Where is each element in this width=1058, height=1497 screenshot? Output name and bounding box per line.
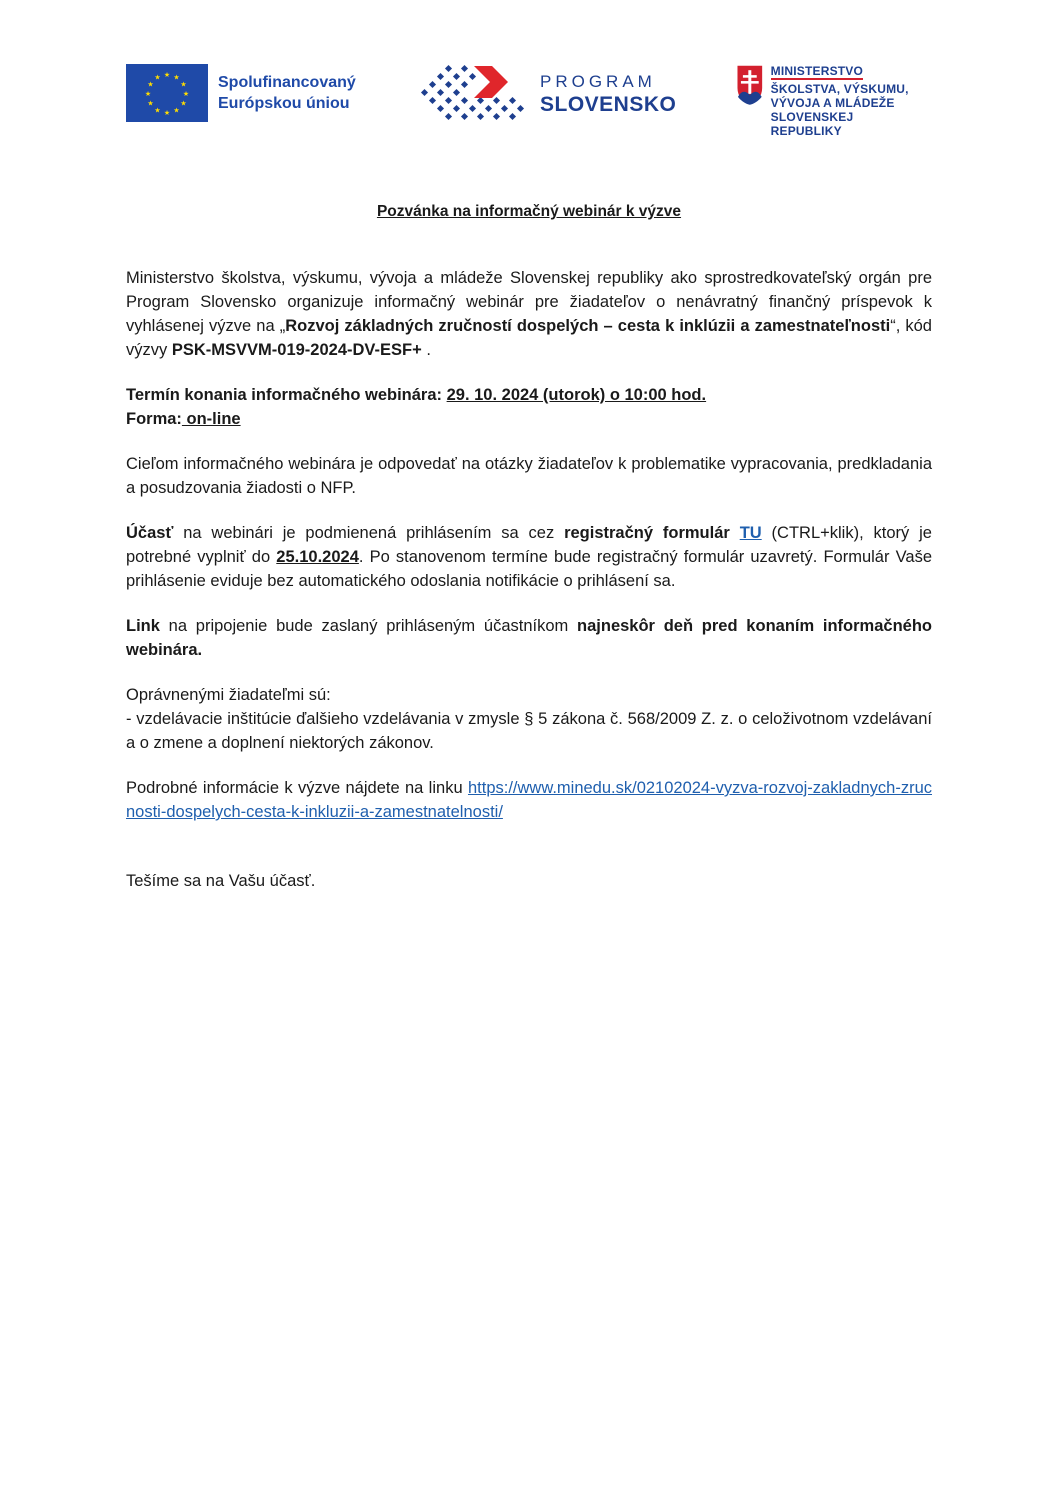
purpose-paragraph: Cieľom informačného webinára je odpovedať na otázky žiadateľov k problematike vypracovania, predkladania a posudzovania žiadosti o NFP. [126, 455, 932, 497]
slovak-coat-of-arms-icon [736, 64, 764, 106]
header-logos [126, 62, 926, 138]
ministry-logo-line3: VÝVOJA A MLÁDEŽE [770, 96, 895, 110]
eu-logo-line2: Európskou úniou [218, 95, 350, 112]
svg-text:★: ★ [180, 80, 187, 89]
link-info-paragraph [126, 614, 932, 662]
svg-text:★: ★ [173, 73, 180, 82]
program-slovensko-mark-icon [418, 62, 534, 126]
eu-flag-icon [126, 64, 208, 122]
details-url-link[interactable]: https://www.minedu.sk/02102024-vyzva-rozvoj-zakladnych-zrucnosti-dospelych-cesta-k-inkluzii-a-zamestnatelnosti/ [126, 779, 932, 821]
intro-text-2: “, kód výzvy [126, 317, 932, 359]
registration-text-4: . Po stanovenom termíne bude registračný formulár uzavretý. Formulár Vaše prihlásenie eviduje bez automatického odoslania notifikácie o prihlásení sa. [126, 548, 932, 590]
eu-logo-line1: Spolufinancovaný [218, 74, 356, 91]
intro-text-3: . [421, 341, 431, 359]
svg-text:★: ★ [154, 73, 161, 82]
svg-text:★: ★ [147, 80, 154, 89]
intro-paragraph [126, 266, 932, 362]
svg-text:★: ★ [144, 90, 152, 98]
closing-line: Tešíme sa na Vašu účasť. [126, 872, 316, 890]
details-text: Podrobné informácie k výzve nájdete na linku [126, 779, 468, 797]
schedule-date-label: Termín konania informačného webinára: [126, 386, 447, 404]
eligibility-item: - vzdelávacie inštitúcie ďalšieho vzdelávania v zmysle § 5 zákona č. 568/2009 Z. z. o celoživotnom vzdelávaní a o zmene a doplnení niektorých zákonov. [126, 710, 932, 752]
schedule-form-value: on-line [181, 410, 241, 428]
svg-text:★: ★ [173, 106, 180, 115]
program-slovensko-logo [418, 62, 676, 126]
registration-link[interactable]: TU [739, 524, 762, 542]
ministry-logo-line2: ŠKOLSTVA, VÝSKUMU, [770, 82, 909, 96]
link-info-text: na pripojenie bude zaslaný prihláseným účastníkom [159, 617, 578, 635]
svg-text:★: ★ [163, 109, 171, 117]
call-code: PSK-MSVVM-019-2024-DV-ESF+ [171, 341, 422, 359]
document-title: Pozvánka na informačný webinár k výzve [376, 203, 682, 220]
svg-text:★: ★ [182, 90, 190, 98]
svg-text:★: ★ [147, 99, 154, 108]
details-paragraph [126, 776, 932, 824]
link-info-emphasis: najneskôr deň pred konaním informačného webinára. [126, 617, 932, 659]
ministry-logo-line1: MINISTERSTVO [770, 64, 864, 78]
registration-form-name: registračný formulár [564, 524, 730, 542]
registration-deadline: 25.10.2024 [276, 548, 359, 566]
svg-text:★: ★ [163, 71, 171, 79]
program-logo-line1: PROGRAM [540, 72, 656, 91]
eligibility-heading: Oprávnenými žiadateľmi sú: [126, 686, 331, 704]
program-logo-line2: SLOVENSKO [540, 93, 677, 116]
registration-text-1: na webinári je podmienená prihlásením sa cez [173, 524, 565, 542]
registration-paragraph [126, 521, 932, 593]
eu-cofinanced-logo [126, 64, 356, 122]
schedule-date-value: 29. 10. 2024 (utorok) o 10:00 hod. [446, 386, 707, 404]
registration-lead: Účasť [126, 524, 174, 542]
schedule-date-line [126, 383, 932, 407]
ministry-logo [736, 64, 926, 138]
registration-text-3: (CTRL+klik), ktorý je potrebné vyplniť do [126, 524, 932, 566]
svg-text:★: ★ [154, 106, 161, 115]
call-name: Rozvoj základných zručností dospelých – cesta k inklúzii a zamestnateľnosti [285, 317, 891, 335]
ministry-logo-line4: SLOVENSKEJ REPUBLIKY [770, 110, 854, 138]
svg-text:★: ★ [180, 99, 187, 108]
document-body [126, 200, 932, 893]
schedule-form-label: Forma: [126, 410, 182, 428]
registration-text-2 [730, 524, 740, 542]
link-info-lead: Link [126, 617, 160, 635]
schedule-form-line [126, 407, 932, 431]
intro-text-1: Ministerstvo školstva, výskumu, vývoja a mládeže Slovenskej republiky ako sprostredkovateľský orgán pre Program Slovensko organizuje informačný webinár pre žiadateľov o nenávratný finančný príspevok k vyhlásenej výzve na „ [126, 269, 932, 335]
